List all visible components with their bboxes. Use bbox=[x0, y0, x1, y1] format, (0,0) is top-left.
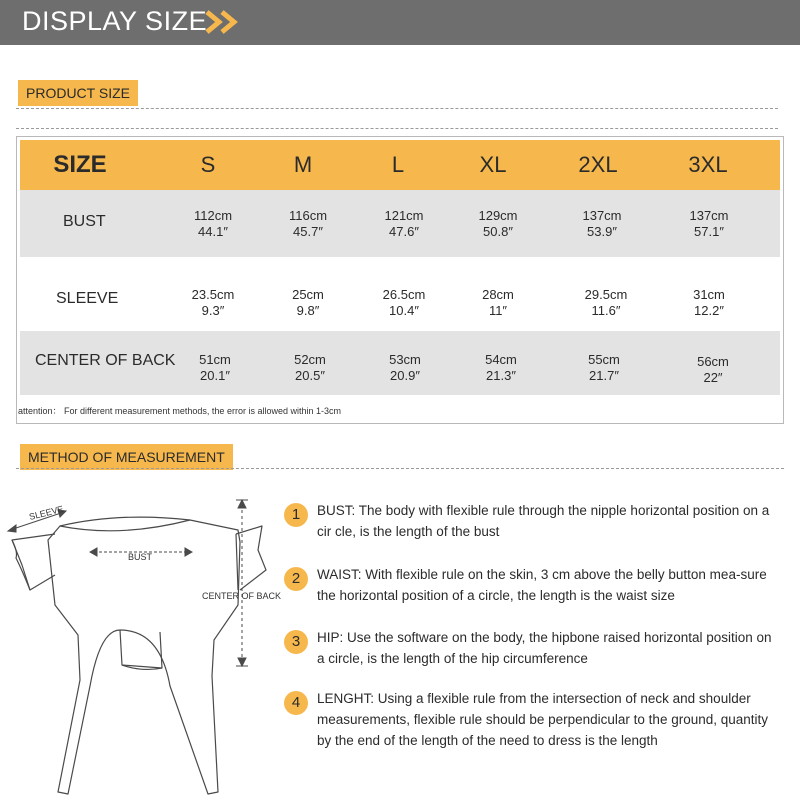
size-column-header: 3XL bbox=[688, 152, 728, 177]
size-column-header: L bbox=[391, 152, 405, 177]
table-cell: 55cm 21.7″ bbox=[588, 352, 620, 383]
step-number-badge: 2 bbox=[284, 567, 308, 591]
table-cell: 26.5cm 10.4″ bbox=[382, 287, 426, 318]
measurement-note: attention： For different measurement methods, the error is allowed within 1-3cm bbox=[18, 406, 341, 416]
table-row bbox=[20, 190, 780, 257]
step-number-badge: 1 bbox=[284, 503, 308, 527]
bust-label: BUST bbox=[128, 552, 153, 562]
garment-diagram bbox=[0, 490, 290, 800]
center-of-back-label: CENTER OF BACK bbox=[202, 591, 282, 601]
table-cell: 129cm 50.8″ bbox=[478, 208, 518, 239]
table-cell: 116cm 45.7″ bbox=[288, 208, 328, 239]
size-header: SIZE bbox=[53, 151, 107, 178]
double-chevron-right-icon bbox=[204, 9, 246, 35]
page-title: DISPLAY SIZE bbox=[22, 6, 208, 36]
step-text: HIP: Use the software on the body, the hipbone raised horizontal position on a circle, is the length of the hip circumference bbox=[317, 630, 772, 666]
table-cell: 51cm 20.1″ bbox=[199, 352, 231, 383]
section-label-product-size: PRODUCT SIZE bbox=[18, 80, 138, 106]
table-cell: 28cm 11″ bbox=[482, 287, 514, 318]
table-cell: 53cm 20.9″ bbox=[389, 352, 421, 383]
header-banner bbox=[0, 0, 800, 45]
table-cell: 137cm 57.1″ bbox=[689, 208, 729, 239]
step-number-badge: 3 bbox=[284, 630, 308, 654]
sleeve-label: SLEEVE bbox=[28, 503, 65, 522]
row-label: BUST bbox=[63, 213, 106, 230]
size-column-header: S bbox=[200, 152, 216, 177]
table-row bbox=[20, 257, 780, 331]
size-column-header: XL bbox=[479, 152, 507, 177]
table-cell: 25cm 9.8″ bbox=[292, 287, 324, 318]
size-column-header: 2XL bbox=[578, 152, 618, 177]
step-text: LENGHT: Using a flexible rule from the intersection of neck and shoulder measurements, flexible rule should be perpendicular to the ground, quantity by the end of the length of the need to dress is the length bbox=[317, 691, 769, 748]
table-cell: 112cm 44.1″ bbox=[193, 208, 233, 239]
table-cell: 137cm 53.9″ bbox=[582, 208, 622, 239]
size-column-header: M bbox=[293, 152, 313, 177]
table-cell: 29.5cm 11.6″ bbox=[584, 287, 628, 318]
table-cell: 23.5cm 9.3″ bbox=[191, 287, 235, 318]
size-table bbox=[16, 136, 784, 424]
divider bbox=[16, 468, 784, 469]
right-sleeve bbox=[236, 526, 266, 590]
step-number-badge: 4 bbox=[284, 691, 308, 715]
row-label: SLEEVE bbox=[56, 290, 119, 307]
row-label: CENTER OF BACK bbox=[35, 352, 176, 369]
step-text: BUST: The body with flexible rule through the nipple horizontal position on a cir cle, is the length of the bust bbox=[317, 503, 770, 539]
table-header bbox=[20, 140, 780, 190]
divider bbox=[16, 128, 778, 129]
table-cell: 31cm 12.2″ bbox=[693, 287, 725, 318]
section-label-method: METHOD OF MEASUREMENT bbox=[20, 444, 233, 470]
divider bbox=[16, 108, 778, 109]
table-cell: 121cm 47.6″ bbox=[384, 208, 424, 239]
table-row bbox=[20, 331, 780, 395]
table-cell: 54cm 21.3″ bbox=[485, 352, 517, 383]
table-cell: 56cm 22″ bbox=[697, 354, 729, 385]
table-cell: 52cm 20.5″ bbox=[294, 352, 326, 383]
step-text: WAIST: With flexible rule on the skin, 3 cm above the belly button mea-sure the horizontal position of a circle, the length is the waist size bbox=[317, 567, 767, 603]
